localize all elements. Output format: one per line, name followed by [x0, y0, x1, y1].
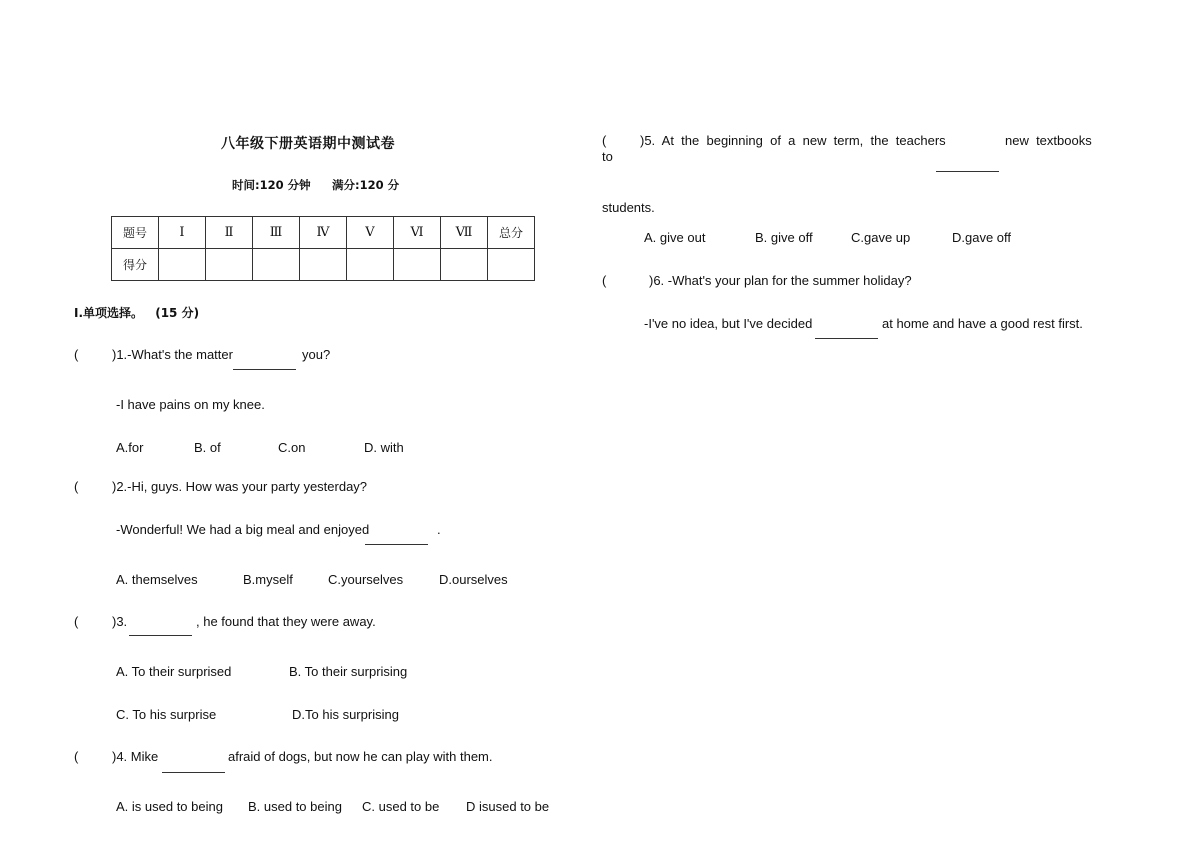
q3-option-b: B. To their surprising — [289, 664, 408, 679]
q4-option-c: C. used to be — [362, 799, 440, 814]
score-cell[interactable] — [206, 249, 253, 281]
q5-answer-paren: ( — [602, 133, 607, 148]
q6-reply-start: -I've no idea, but I've decided — [644, 316, 813, 331]
q3-option-d: D.To his surprising — [292, 707, 399, 722]
col-1: Ⅰ — [159, 217, 206, 249]
score-table — [111, 216, 535, 281]
q4-answer-paren: ( — [74, 749, 79, 764]
q3-option-c: C. To his surprise — [116, 707, 217, 722]
exam-total-score: 满分:120 分 — [332, 178, 400, 192]
q4-blank[interactable] — [162, 772, 225, 773]
q1-option-a: A.for — [116, 440, 144, 455]
q4-option-b: B. used to being — [248, 799, 342, 814]
q6-answer-paren: ( — [602, 273, 607, 288]
q4-stem-end: afraid of dogs, but now he can play with them. — [228, 749, 493, 764]
q1-stem-start: )1.-What's the matter — [112, 347, 233, 362]
q1-answer-paren: ( — [74, 347, 79, 362]
score-cell[interactable] — [300, 249, 347, 281]
col-2: Ⅱ — [206, 217, 253, 249]
score-cell[interactable] — [394, 249, 441, 281]
q1-stem-end: you? — [302, 347, 331, 362]
col-7: Ⅶ — [441, 217, 488, 249]
score-cell[interactable] — [159, 249, 206, 281]
q3-blank[interactable] — [129, 635, 192, 636]
q2-reply-end: . — [437, 522, 441, 537]
q3-option-a: A. To their surprised — [116, 664, 232, 679]
q2-stem: )2.-Hi, guys. How was your party yesterday? — [112, 479, 368, 494]
page-title: 八年级下册英语期中测试卷 — [221, 136, 395, 152]
score-cell[interactable] — [488, 249, 535, 281]
total-label: 总分 — [488, 217, 535, 249]
score-table-header-row — [112, 217, 535, 249]
q5-option-d: D.gave off — [952, 230, 1012, 245]
q1-blank[interactable] — [233, 369, 296, 370]
q5-option-a: A. give out — [644, 230, 706, 245]
q6-stem: )6. -What's your plan for the summer holiday? — [649, 273, 912, 288]
q6-reply-end: at home and have a good rest first. — [882, 316, 1083, 331]
score-cell[interactable] — [253, 249, 300, 281]
score-table-score-row — [112, 249, 535, 281]
q5-blank[interactable] — [936, 171, 999, 172]
q3-stem-end: , he found that they were away. — [196, 614, 376, 629]
q3-answer-paren: ( — [74, 614, 79, 629]
q3-stem-start: )3. — [112, 614, 128, 629]
q5-stem-start: )5. At the beginning of a new term, the teachers — [640, 133, 946, 148]
q2-answer-paren: ( — [74, 479, 79, 494]
col-5: Ⅴ — [347, 217, 394, 249]
q4-option-a: A. is used to being — [116, 799, 223, 814]
score-cell[interactable] — [441, 249, 488, 281]
q5-option-c: C.gave up — [851, 230, 911, 245]
q4-option-d: D isused to be — [466, 799, 550, 814]
q5-stem-to: to — [602, 149, 613, 164]
q1-reply: -I have pains on my knee. — [116, 397, 265, 412]
q6-blank[interactable] — [815, 338, 878, 339]
q1-option-d: D. with — [364, 440, 404, 455]
q2-option-a: A. themselves — [116, 572, 198, 587]
q2-option-c: C.yourselves — [328, 572, 404, 587]
score-cell[interactable] — [347, 249, 394, 281]
q2-blank[interactable] — [365, 544, 428, 545]
q2-reply-start: -Wonderful! We had a big meal and enjoyed — [116, 522, 370, 537]
q1-option-b: B. of — [194, 440, 221, 455]
question-number-label: 题号 — [112, 217, 159, 249]
col-3: Ⅲ — [253, 217, 300, 249]
q5-option-b: B. give off — [755, 230, 813, 245]
q5-stem-mid: new textbooks — [1005, 133, 1092, 148]
score-label: 得分 — [112, 249, 159, 281]
exam-time: 时间:120 分钟 — [232, 178, 311, 192]
q2-option-d: D.ourselves — [439, 572, 508, 587]
section-points: (15 分) — [155, 306, 200, 320]
q2-option-b: B.myself — [243, 572, 293, 587]
section-heading — [74, 304, 199, 321]
q4-stem-start: )4. Mike — [112, 749, 159, 764]
col-4: Ⅳ — [300, 217, 347, 249]
section-title: Ⅰ.单项选择。 — [74, 306, 144, 320]
col-6: Ⅵ — [394, 217, 441, 249]
q1-option-c: C.on — [278, 440, 306, 455]
q5-stem-end: students. — [602, 200, 655, 215]
